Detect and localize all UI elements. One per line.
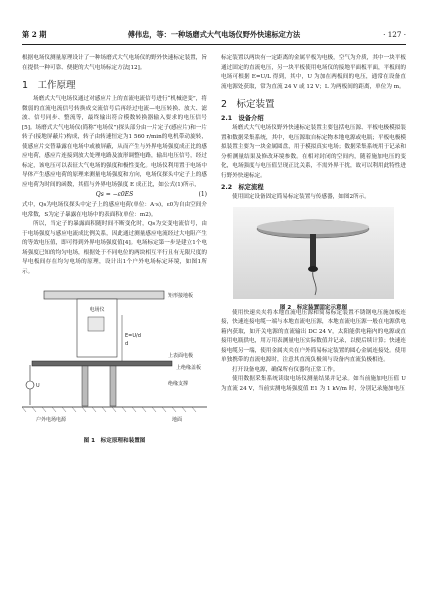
section-2-heading: 2 标定装置 (221, 99, 275, 110)
subsection-2-1-heading: 2.1 设备介绍 (221, 115, 264, 122)
page-number: · 127 · (383, 30, 406, 39)
insulating-pole-right (110, 366, 116, 406)
field-setup-paragraph: 所以，当定子的暴露面积随时间不断变化时，Qs为交变电流信号，由于电场强度与感应电流成比例关系，因此通过测量感应电流经过大电阻产生的等效电压值，即可得到外界电场强度值[4]。电场标定第一步是建立1个电场强度已知的均匀电场，根据处于不同电位的两块相互平行且有无限尺度的导电板间存在均匀电场的原理，设计出1个户外电场标定环境，如图1所示。 (22, 221, 207, 275)
running-title: 傅伟忠，等：一种场磨式大气电场仪野外快速标定方法 (127, 30, 301, 39)
equation-number: (1) (198, 191, 207, 198)
insulating-pole-left (82, 366, 88, 406)
subsection-2-2-heading: 2.2 标定流程 (221, 184, 264, 191)
connection-paragraph: 使用快速夹夹将本地直流电压源和简易标定装置不锈钢电压施加板连接，快速连接电缆一端与本地直流电压源，本地直流电压源一般在电源供电箱内获取，如开关电源的直流输出 DC 24 V，太阳能供电箱内的电源或直接用电瓶供电，用万用表测量电压实际数值并记录，以便后续计算；快速连接电缆另一端，使用金属夹夹在户外简易标定装置的圆心金属连接处。使用单独携带的直流电源时，注意其直流负极须与设备内直流负极相连。 (221, 309, 406, 363)
equation-explanation: 式中，Qs为电场仪探头中定子上的感应电荷(单位：A·s)，ε0为自由空间介电常数，S为定子暴露在电场中的表面积(单位：m2)。 (22, 202, 207, 218)
label-meter: 电场仪 (89, 307, 105, 313)
section-1-heading: 1 工作原理 (22, 80, 76, 91)
label-u: U (36, 383, 40, 389)
label-top-electrode: 上表面电极 (168, 353, 194, 359)
equation-body: Qs = −ε0ES (95, 191, 134, 198)
label-ground: 地面 (172, 417, 183, 423)
figure-1 (22, 281, 207, 444)
label-insulating-cover: 上绝缘盖板 (176, 365, 202, 371)
power-on-paragraph: 打开设备电源，确保所有仪器均正常工作。 (232, 366, 339, 373)
disc-top-surface (257, 220, 369, 234)
label-pole: 绝缘支撑 (168, 381, 189, 387)
figure-1-caption: 图 1 标定原理和装置图 (83, 437, 146, 444)
procedure-intro: 使用固定设备固定简易标定装置与传感器，如图2所示。 (232, 194, 370, 200)
figure-1-diagram (22, 281, 207, 431)
label-hv-source: 户外电场电源 (36, 417, 67, 423)
figure-2-caption: 图 2 标定装置固定示意图 (279, 305, 348, 311)
sensor-housing (310, 234, 316, 268)
label-e-field: E=U/d (125, 333, 141, 339)
label-rect-plate: 矩形接地板 (168, 293, 194, 299)
running-header (22, 30, 406, 44)
equation-1 (22, 190, 207, 201)
issue-number: 第 2 期 (22, 30, 47, 39)
electrode-plate (32, 361, 172, 366)
voltage-source-icon (26, 381, 34, 389)
principle-paragraph: 场磨式大气电场仪通过对感应片上的直流电流信号进行“机械逆变”，将微弱的直流电流信号转换成交流信号后再经过电流—电压转换、放大、滤波、信号同步、整流等，最终输出符合模数转换器输入要求的电压信号[5]。场磨式大气电场仪(简称“电场仪”)探头部分由一片定子(感应片)和一片转子(接地屏蔽片)构成，转子由转速恒定为1 560 r/min的电机带动旋转，使感应片交替暴露在电场中或被屏蔽，从而产生与外界电场强度成正比的感应电荷，感应片连接到放大处理电路及波形调整电路，输出电压信号，经过标定，该电压可以表征大气电场的强度和极性变化。电场仪利用置于电场中导体产生感应电荷的原理来测量电场强度和方向，电场仪探头中定子上的感应电荷为时间的函数，其值与外界电场强度 E 成正比，如公式(1)所示， (22, 96, 207, 188)
figure-2-photo (221, 207, 406, 299)
top-ground-plate (44, 291, 164, 299)
figure-2 (221, 207, 406, 309)
intro-paragraph: 根据电场仪测量原理设计了一种场磨式大气电场仪的野外快速标定装置，旨在提供一种可靠、便捷的大气电场标定方法[12]。 (22, 55, 207, 71)
label-d: d (125, 341, 129, 347)
meter-window (88, 317, 104, 331)
electrode-paragraph: 标定装置以两块有一定距离的金属平板为电极，空气为介质，其中一块平板通过固定的直流电压，另一块平板使用电场仪的接地平面板平面，平板间的电场可根据 E=U/L 得到，其中，U 为加在两板间的电压，通常在设备直流电源处获取，常为直流 24 V 或 12 V；L 为两板间的距离，单位为 m。 (221, 55, 406, 90)
recording-paragraph: 使用数据采集系统读取电场仪测量结果并记录。如当前施加电压值 U 为直流 24 V，当前实测电场强度值 E1 为 1 kV/m 时，分别记录施加电压 (221, 376, 406, 392)
right-column (221, 54, 406, 394)
device-paragraph: 场磨式大气电场仪野外快速标定装置主要包括电压源、平板电极模拟装置和数据采集系统，其中，电压源取自标定物本地电源或电瓶；平板电极模拟装置主要为一块金属圆盘，用于模拟真实电场；数据采集系统用于记录和分析测量结果及修改环境参数。在相对封闭的空间内，随着施加电压的变化，电场强度与电压值呈现正比关系，不需外界干扰，故可以利用此特性进行野外快速标定。 (221, 125, 406, 179)
header-rule (22, 44, 406, 45)
ground-hatch (22, 407, 196, 412)
left-column (22, 54, 207, 444)
